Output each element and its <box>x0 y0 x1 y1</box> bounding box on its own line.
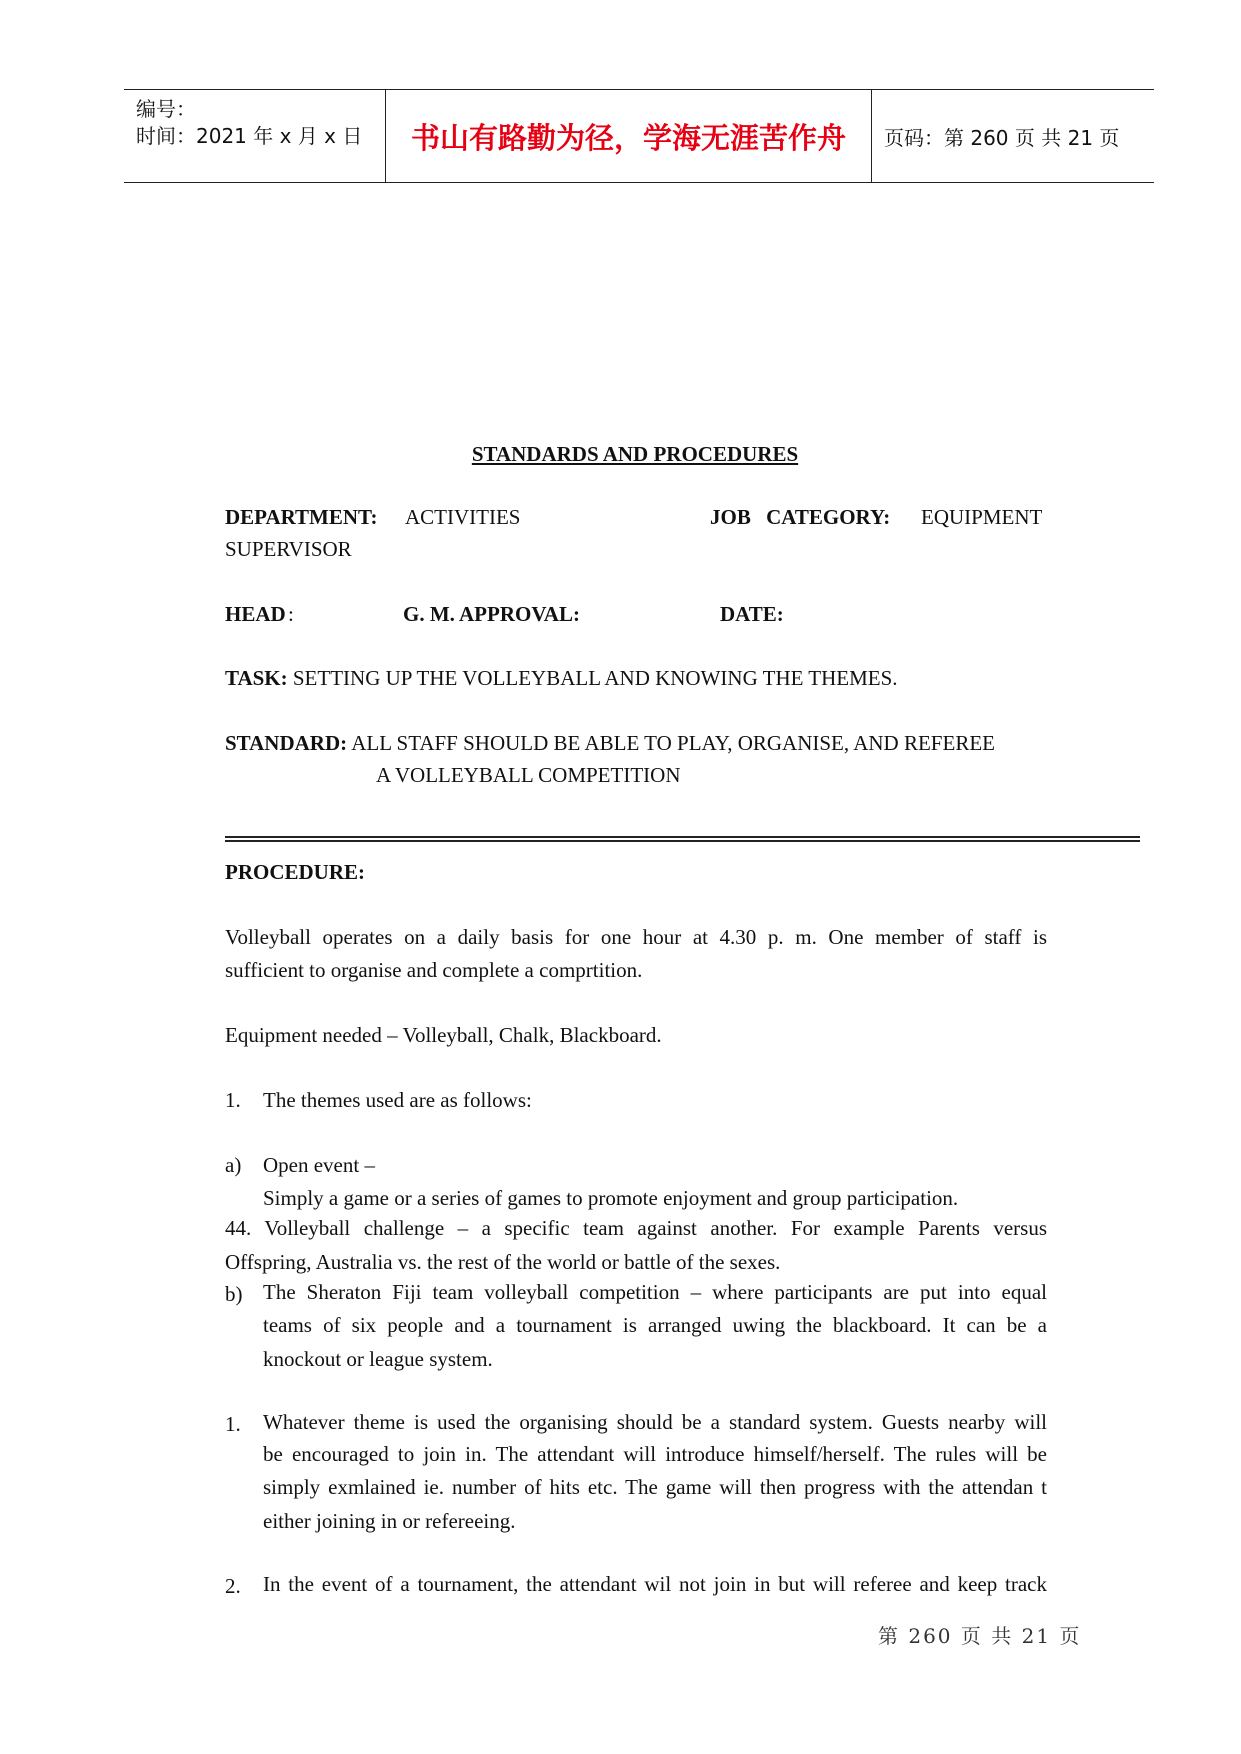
job-category-label: JOB CATEGORY: <box>710 505 891 529</box>
task-value: SETTING UP THE VOLLEYBALL AND KNOWING THE THEMES. <box>292 666 898 690</box>
item1b-number: 1. <box>225 1412 241 1436</box>
item44-line2: Offspring, Australia vs. the rest of the world or battle of the sexes. <box>225 1250 781 1274</box>
date-label: DATE: <box>720 602 784 626</box>
para1-line1: Volleyball operates on a daily basis for one hour at 4.30 p. m. One member of staff is <box>225 925 1047 949</box>
standard-line-1 <box>225 733 995 754</box>
item2-line1: In the event of a tournament, the attendant wil not join in but will referee and keep track <box>263 1572 1047 1596</box>
itema-line1: Open event – <box>263 1153 375 1177</box>
item1b-line3: simply exmlained ie. number of hits etc. The game will then progress with the attendan t <box>263 1475 1047 1499</box>
task-label: TASK: <box>225 666 288 690</box>
job-category-value: EQUIPMENT <box>921 505 1043 529</box>
double-divider <box>225 836 1140 842</box>
itema-number: a) <box>225 1153 242 1177</box>
procedure-label: PROCEDURE: <box>225 860 365 884</box>
item44-line1: 44. Volleyball challenge – a specific team against another. For example Parents versus <box>225 1216 1047 1240</box>
head-label: HEAD <box>225 602 286 626</box>
department-value: ACTIVITIES <box>405 505 521 529</box>
equipment-line: Equipment needed – Volleyball, Chalk, Blackboard. <box>225 1023 662 1047</box>
gm-approval-label: G. M. APPROVAL: <box>403 602 580 626</box>
number-label: 编号： <box>136 97 196 121</box>
para1-line2: sufficient to organise and complete a comprtition. <box>225 958 643 982</box>
job-category-value-cont: SUPERVISOR <box>225 537 352 561</box>
head-colon: : <box>288 602 294 626</box>
document-title: STANDARDS AND PROCEDURES <box>471 442 799 466</box>
item1b-line1: Whatever theme is used the organising should be a standard system. Guests nearby will <box>263 1410 1047 1434</box>
item1b-line2: be encouraged to join in. The attendant will introduce himself/herself. The rules will be <box>263 1442 1047 1466</box>
page-footer: 第 260 页 共 21 页 <box>878 1624 1082 1648</box>
header-page-info: 页码：第 260 页 共 21 页 <box>884 125 1120 150</box>
page-header <box>124 89 1154 183</box>
itemb-number: b) <box>225 1282 243 1306</box>
itemb-line2: teams of six people and a tournament is arranged uwing the blackboard. It can be a <box>263 1313 1047 1337</box>
task-line <box>225 668 898 689</box>
standard-value-2: A VOLLEYBALL COMPETITION <box>376 763 681 787</box>
item1b-line4: either joining in or refereeing. <box>263 1509 516 1533</box>
header-motto: 书山有路勤为径，学海无涯苦作舟 <box>386 90 872 182</box>
itemb-line3: knockout or league system. <box>263 1347 493 1371</box>
item1-text: The themes used are as follows: <box>263 1088 532 1112</box>
standard-value-1: ALL STAFF SHOULD BE ABLE TO PLAY, ORGANISE, AND REFEREE <box>351 731 995 755</box>
standard-label: STANDARD: <box>225 731 348 755</box>
item2-number: 2. <box>225 1574 241 1598</box>
department-label: DEPARTMENT: <box>225 505 378 529</box>
time-label: 时间：2021 年 x 月 x 日 <box>136 124 363 148</box>
itemb-line1: The Sheraton Fiji team volleyball competition – where participants are put into equal <box>263 1280 1047 1304</box>
header-meta-cell <box>124 90 386 182</box>
item1-number: 1. <box>225 1088 241 1112</box>
itema-line2: Simply a game or a series of games to promote enjoyment and group participation. <box>263 1186 959 1210</box>
